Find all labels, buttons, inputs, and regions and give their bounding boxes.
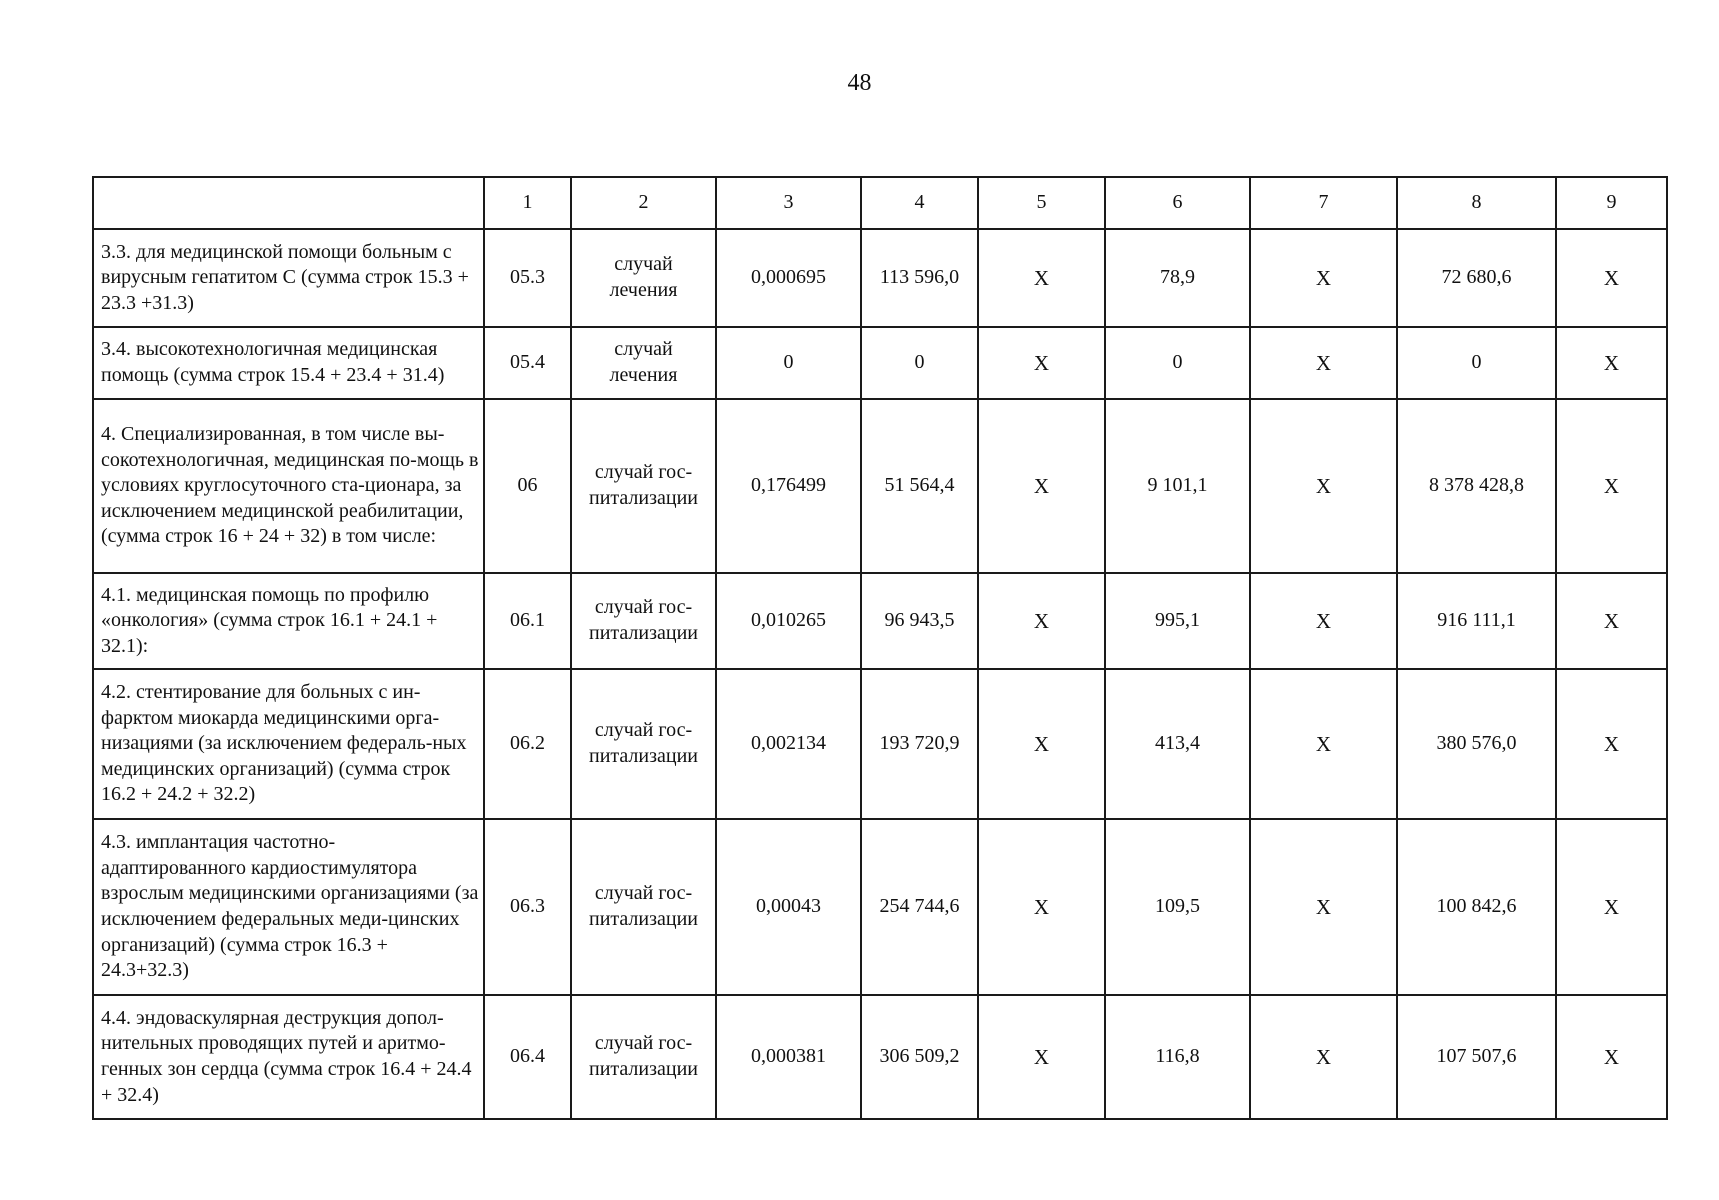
row-col6: 78,9 (1105, 229, 1250, 327)
row-code: 05.3 (484, 229, 571, 327)
row-col9: X (1556, 573, 1667, 669)
row-col9: X (1556, 399, 1667, 573)
row-unit: случай гос-питализации (571, 399, 716, 573)
row-col6: 109,5 (1105, 819, 1250, 995)
row-col8: 8 378 428,8 (1397, 399, 1556, 573)
row-col5: X (978, 995, 1105, 1119)
table-row (93, 669, 1667, 819)
row-col6: 116,8 (1105, 995, 1250, 1119)
row-code: 05.4 (484, 327, 571, 399)
row-col8: 72 680,6 (1397, 229, 1556, 327)
row-col4: 96 943,5 (861, 573, 978, 669)
row-col5: X (978, 327, 1105, 399)
row-col6: 0 (1105, 327, 1250, 399)
row-col9: X (1556, 995, 1667, 1119)
table-row (93, 229, 1667, 327)
row-unit: случай гос-питализации (571, 819, 716, 995)
row-col8: 0 (1397, 327, 1556, 399)
header-cell-3: 3 (716, 177, 861, 229)
row-col4: 306 509,2 (861, 995, 978, 1119)
row-description: 4.4. эндоваскулярная деструкция допол-нительных проводящих путей и аритмо-генных зон сердца (сумма строк 16.4 + 24.4 + 32.4) (93, 995, 484, 1119)
row-code: 06.3 (484, 819, 571, 995)
row-code: 06.1 (484, 573, 571, 669)
row-col9: X (1556, 327, 1667, 399)
page-number: 48 (847, 70, 872, 96)
row-col8: 107 507,6 (1397, 995, 1556, 1119)
row-col7: X (1250, 399, 1397, 573)
row-col6: 995,1 (1105, 573, 1250, 669)
row-col3: 0,000381 (716, 995, 861, 1119)
header-cell-4: 4 (861, 177, 978, 229)
row-description: 4.3. имплантация частотно-адаптированного кардиостимулятора взрослым медицинскими организациями (за исключением федеральных меди-цинских организаций) (сумма строк 16.3 + 24.3+32.3) (93, 819, 484, 995)
row-col3: 0,00043 (716, 819, 861, 995)
row-col7: X (1250, 327, 1397, 399)
row-col5: X (978, 819, 1105, 995)
row-description: 3.4. высокотехнологичная медицинская помощь (сумма строк 15.4 + 23.4 + 31.4) (93, 327, 484, 399)
header-cell-5: 5 (978, 177, 1105, 229)
row-col9: X (1556, 229, 1667, 327)
header-cell-1: 1 (484, 177, 571, 229)
row-col8: 916 111,1 (1397, 573, 1556, 669)
row-col4: 51 564,4 (861, 399, 978, 573)
row-col4: 0 (861, 327, 978, 399)
row-col9: X (1556, 819, 1667, 995)
row-col3: 0,010265 (716, 573, 861, 669)
row-col5: X (978, 669, 1105, 819)
row-col4: 254 744,6 (861, 819, 978, 995)
table-row (93, 327, 1667, 399)
row-col3: 0,176499 (716, 399, 861, 573)
data-table (92, 176, 1668, 1120)
row-code: 06.4 (484, 995, 571, 1119)
row-col9: X (1556, 669, 1667, 819)
header-cell-6: 6 (1105, 177, 1250, 229)
row-col6: 413,4 (1105, 669, 1250, 819)
row-col6: 9 101,1 (1105, 399, 1250, 573)
table-row (93, 399, 1667, 573)
row-unit: случай лечения (571, 229, 716, 327)
header-cell-0 (93, 177, 484, 229)
row-col5: X (978, 573, 1105, 669)
row-col5: X (978, 399, 1105, 573)
header-cell-2: 2 (571, 177, 716, 229)
row-description: 3.3. для медицинской помощи больным с вирусным гепатитом С (сумма строк 15.3 + 23.3 +31.3) (93, 229, 484, 327)
row-col5: X (978, 229, 1105, 327)
row-col7: X (1250, 819, 1397, 995)
row-unit: случай гос-питализации (571, 669, 716, 819)
row-unit: случай гос-питализации (571, 573, 716, 669)
row-col4: 193 720,9 (861, 669, 978, 819)
table-row (93, 573, 1667, 669)
row-col7: X (1250, 995, 1397, 1119)
row-description: 4.1. медицинская помощь по профилю «онкология» (сумма строк 16.1 + 24.1 + 32.1): (93, 573, 484, 669)
row-col8: 100 842,6 (1397, 819, 1556, 995)
header-cell-7: 7 (1250, 177, 1397, 229)
row-col7: X (1250, 669, 1397, 819)
row-code: 06 (484, 399, 571, 573)
row-col3: 0,000695 (716, 229, 861, 327)
row-col3: 0,002134 (716, 669, 861, 819)
table-row (93, 819, 1667, 995)
row-unit: случай гос-питализации (571, 995, 716, 1119)
row-col4: 113 596,0 (861, 229, 978, 327)
row-description: 4. Специализированная, в том числе вы-сокотехнологичная, медицинская по-мощь в условиях круглосуточного ста-ционара, за исключением медицинской реабилитации, (сумма строк 16 + 24 + 32) в том числе: (93, 399, 484, 573)
row-code: 06.2 (484, 669, 571, 819)
header-cell-9: 9 (1556, 177, 1667, 229)
row-description: 4.2. стентирование для больных с ин-фарктом миокарда медицинскими орга-низациями (за исключением федераль-ных медицинских организаций) (сумма строк 16.2 + 24.2 + 32.2) (93, 669, 484, 819)
header-row (93, 177, 1667, 229)
row-col3: 0 (716, 327, 861, 399)
table-row (93, 995, 1667, 1119)
row-col8: 380 576,0 (1397, 669, 1556, 819)
header-cell-8: 8 (1397, 177, 1556, 229)
row-unit: случай лечения (571, 327, 716, 399)
row-col7: X (1250, 229, 1397, 327)
row-col7: X (1250, 573, 1397, 669)
